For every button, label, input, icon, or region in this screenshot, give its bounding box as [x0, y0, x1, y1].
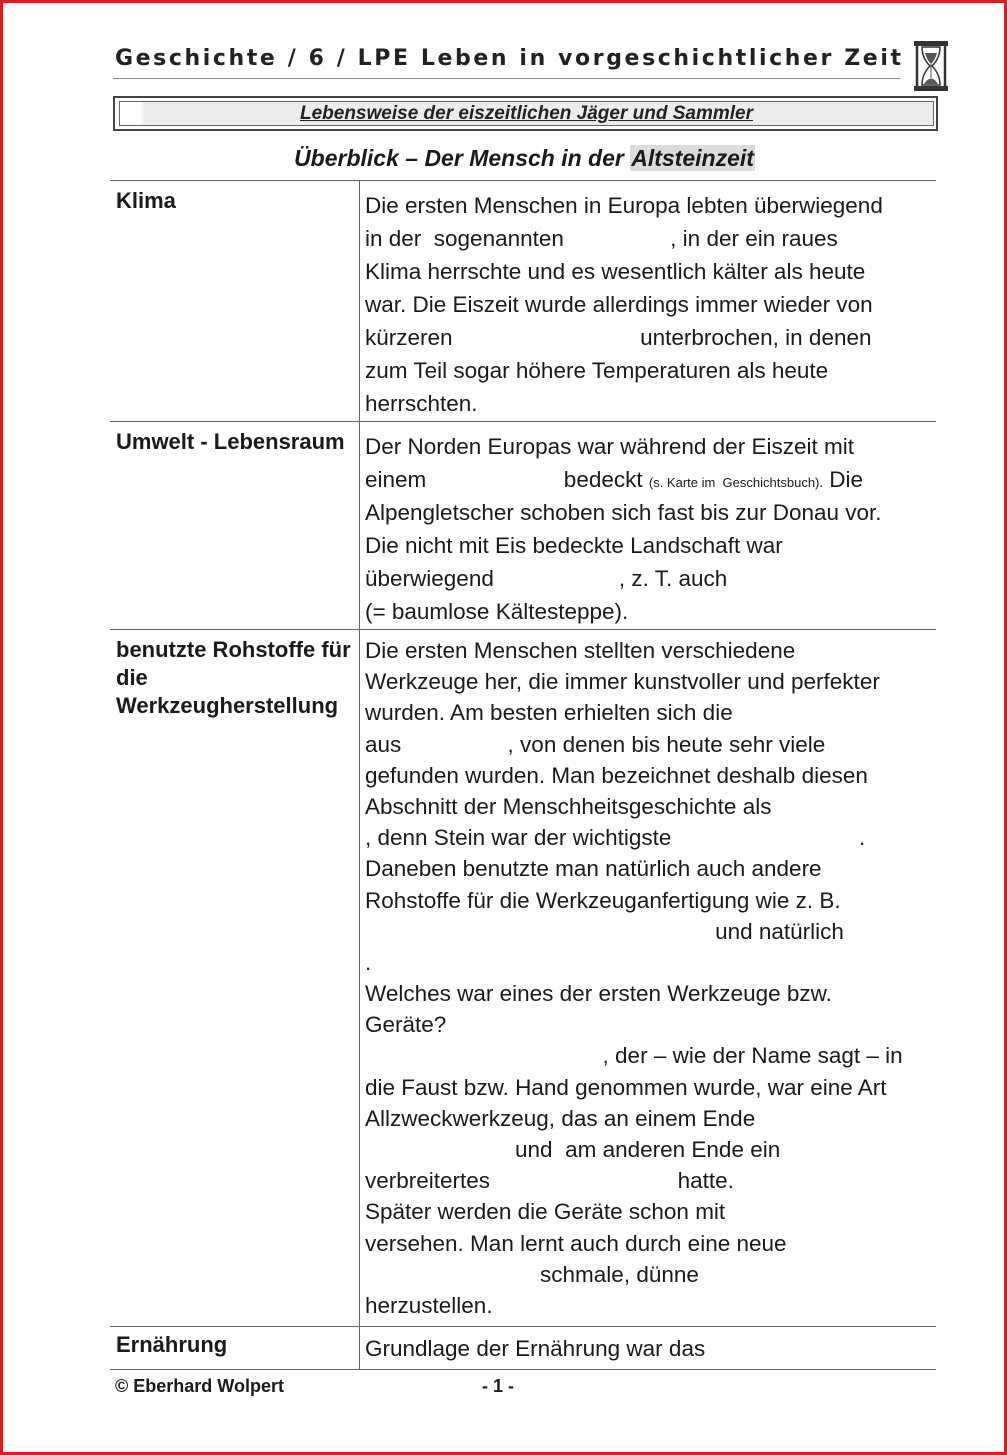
row-text [365, 635, 936, 1321]
text-line: herrschten. [365, 391, 478, 416]
text-line: Allzweckwerkzeug, das an einem Ende [365, 1105, 756, 1131]
text-line: zum Teil sogar höhere Temperaturen als heute [365, 358, 829, 383]
row-heading: Klima [116, 188, 176, 213]
hourglass-icon [913, 40, 949, 92]
row-heading: Ernährung [116, 1332, 228, 1357]
text-line: Später werden die Geräte schon mit [365, 1199, 726, 1225]
text-line: , der – wie der Name sagt – in [365, 1043, 903, 1069]
text-line: (= baumlose Kältesteppe). [365, 599, 629, 624]
header-divider [113, 78, 900, 79]
row-text [365, 189, 936, 420]
text-line: herzustellen. [365, 1292, 493, 1318]
text-line: gefunden wurden. Man bezeichnet deshalb diesen [365, 762, 868, 788]
row-text [365, 430, 936, 628]
text-line: Klima herrschte und es wesentlich kälter als heute [365, 259, 866, 284]
table-row-ernaehrung [110, 1327, 936, 1370]
text-line: aus , von denen bis heute sehr viele [365, 731, 826, 757]
text-line: war. Die Eiszeit wurde allerdings immer wieder von [365, 292, 873, 317]
text-line: Geräte? [365, 1012, 447, 1038]
row-heading: benutzte Rohstoffe für die Werkzeugherstellung [116, 637, 351, 718]
text-line: Alpengletscher schoben sich fast bis zur Donau vor. [365, 500, 882, 525]
text-line: schmale, dünne [365, 1261, 699, 1287]
text-line: Die nicht mit Eis bedeckte Landschaft war [365, 533, 783, 558]
text-line: Die ersten Menschen stellten verschiedene [365, 638, 796, 663]
text-line: Die ersten Menschen in Europa lebten überwiegend [365, 193, 883, 218]
footer-page-number: - 1 - [482, 1376, 515, 1396]
text-line: in der sogenannten , in der ein raues [365, 226, 838, 251]
text-line-start: einem bedeckt [365, 467, 649, 492]
overview-heading-prefix: Überblick – Der Mensch in der [294, 145, 631, 171]
text-line: verbreitertes hatte. [365, 1168, 734, 1194]
header-title: Geschichte / 6 / LPE Leben in vorgeschichtlicher Zeit [115, 46, 904, 71]
text-line: und natürlich [365, 918, 844, 944]
section-title-box [113, 96, 938, 131]
text-line: . [365, 949, 372, 975]
table-row-umwelt [110, 422, 936, 630]
text-line: überwiegend , z. T. auch [365, 566, 728, 591]
text-line: versehen. Man lernt auch durch eine neue [365, 1230, 787, 1256]
text-line: Rohstoffe für die Werkzeuganfertigung wie z. B. [365, 887, 841, 913]
text-line: Abschnitt der Menschheitsgeschichte als [365, 793, 772, 819]
overview-heading-highlight: Altsteinzeit [631, 145, 754, 171]
text-line: Welches war eines der ersten Werkzeuge bzw. [365, 981, 832, 1007]
text-line: und am anderen Ende ein [365, 1137, 781, 1162]
text-line: kürzeren unterbrochen, in denen [365, 325, 872, 350]
text-line: wurden. Am besten erhielten sich die [365, 700, 733, 726]
row-text [365, 1332, 936, 1365]
text-line-end: Die [823, 467, 864, 492]
text-line: Daneben benutzte man natürlich auch andere [365, 856, 822, 882]
text-line: Der Norden Europas war während der Eiszeit mit [365, 434, 854, 459]
topic-table [110, 180, 936, 1370]
table-row-rohstoffe [110, 630, 936, 1327]
text-line [365, 463, 936, 496]
section-title: Lebensweise der eiszeitlichen Jäger und Sammler [299, 102, 753, 124]
text-line: , denn Stein war der wichtigste . [365, 825, 866, 851]
footer-copyright: © Eberhard Wolpert [115, 1376, 284, 1396]
text-line: die Faust bzw. Hand genommen wurde, war eine Art [365, 1074, 887, 1100]
text-line: Werkzeuge her, die immer kunstvoller und perfekter [365, 669, 880, 695]
overview-heading [113, 145, 936, 172]
row-heading: Umwelt - Lebensraum [116, 429, 345, 454]
text-line: Grundlage der Ernährung war das [365, 1336, 706, 1361]
table-row-klima [110, 181, 936, 422]
textbook-map-note: (s. Karte im Geschichtsbuch). [648, 475, 823, 490]
